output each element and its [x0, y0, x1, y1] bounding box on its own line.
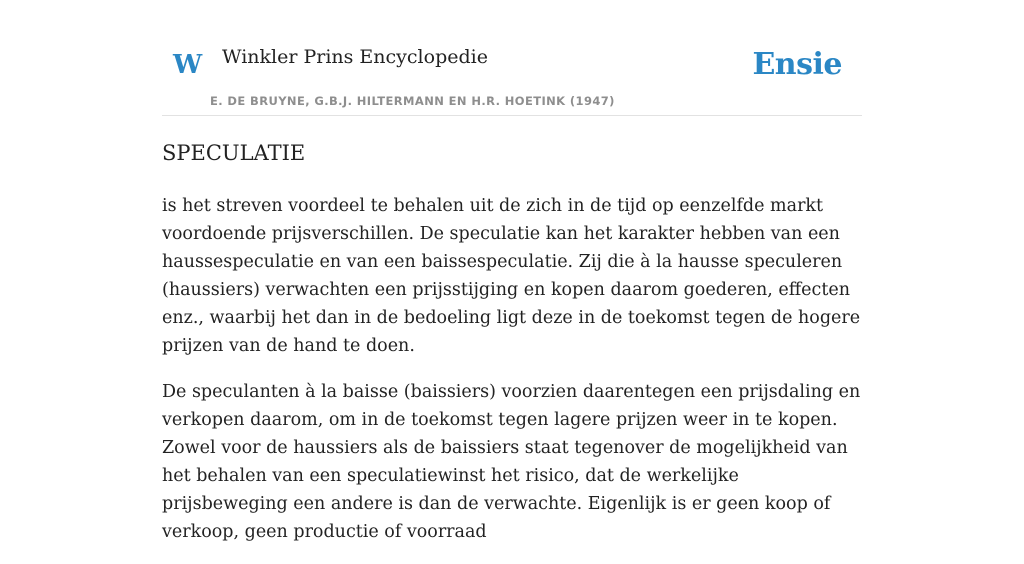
authors-credit: E. DE BRUYNE, G.B.J. HILTERMANN EN H.R. HOETINK (1947): [210, 94, 615, 108]
site-title[interactable]: Winkler Prins Encyclopedie: [222, 46, 488, 68]
article-body: [162, 192, 862, 564]
article-title: SPECULATIE: [162, 141, 306, 165]
article-paragraph-1: is het streven voordeel te behalen uit de zich in de tijd op eenzelfde markt voordoende prijsverschillen. De speculatie kan het karakter hebben van een haussespeculatie en van een baissespeculatie. Zij die à la hausse speculeren (haussiers) verwachten een prijsstijging en kopen daarom goederen, effecten enz., waarbij het dan in de bedoeling ligt deze in de toekomst tegen de hogere prijzen van de hand te doen.: [162, 196, 861, 356]
ensie-logo[interactable]: Ensie: [752, 47, 842, 82]
winkler-prins-logo-icon[interactable]: W: [173, 50, 203, 80]
site-header: [162, 36, 862, 116]
article-paragraph-2: De speculanten à la baisse (baissiers) voorzien daarentegen een prijsdaling en verkopen daarom, om in de toekomst tegen lagere prijzen weer in te kopen. Zowel voor de haussiers als de baissiers staat tegenover de mogelijkheid van het behalen van een speculatiewinst het risico, dat de werkelijke prijsbeweging een andere is dan de verwachte. Eigenlijk is er geen koop of verkoop, geen productie of voorraad: [162, 382, 861, 542]
